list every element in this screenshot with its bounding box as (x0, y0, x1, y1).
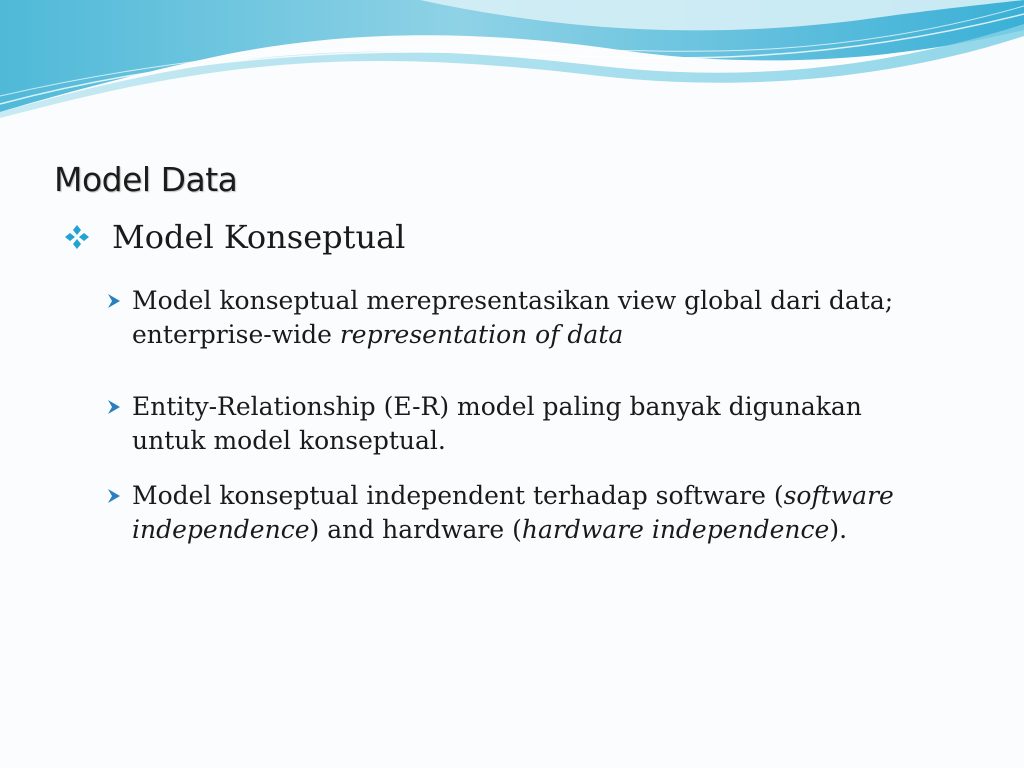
bullet-text-2 (132, 390, 862, 458)
bullet-item-3 (106, 479, 986, 547)
heading-text: Model Konseptual (112, 218, 406, 256)
bullet-1-italic: representation of data (339, 320, 624, 349)
bullet-text-1 (132, 284, 893, 352)
bullet-3-italic-software: software (783, 481, 894, 510)
arrowhead-icon (106, 293, 122, 309)
bullet-2-line-1: Entity-Relationship (E-R) model paling banyak digunakan (132, 392, 862, 421)
bullet-2-line-2: untuk model konseptual. (132, 426, 446, 455)
bullet-3-line-1: Model konseptual independent terhadap software ( (132, 481, 784, 510)
bullet-3-closing: ). (829, 515, 848, 544)
bullet-1-line-2: enterprise-wide (132, 320, 340, 349)
header-wave-decoration (0, 0, 1024, 120)
bullet-3-italic-hardware-independence: hardware independence (521, 515, 830, 544)
bullet-1-line-1: Model konseptual merepresentasikan view global dari data; (132, 286, 894, 315)
bullet-3-italic-independence: independence (132, 515, 310, 544)
slide-title: Model Data (54, 160, 238, 199)
arrowhead-icon (106, 488, 122, 504)
bullet-text-3 (132, 479, 894, 547)
bullet-item-2 (106, 390, 986, 458)
four-diamond-icon (64, 224, 90, 250)
bullet-3-and-hardware: ) and hardware ( (309, 515, 522, 544)
heading-bullet-item (64, 218, 405, 256)
arrowhead-icon (106, 399, 122, 415)
bullet-item-1 (106, 284, 986, 352)
